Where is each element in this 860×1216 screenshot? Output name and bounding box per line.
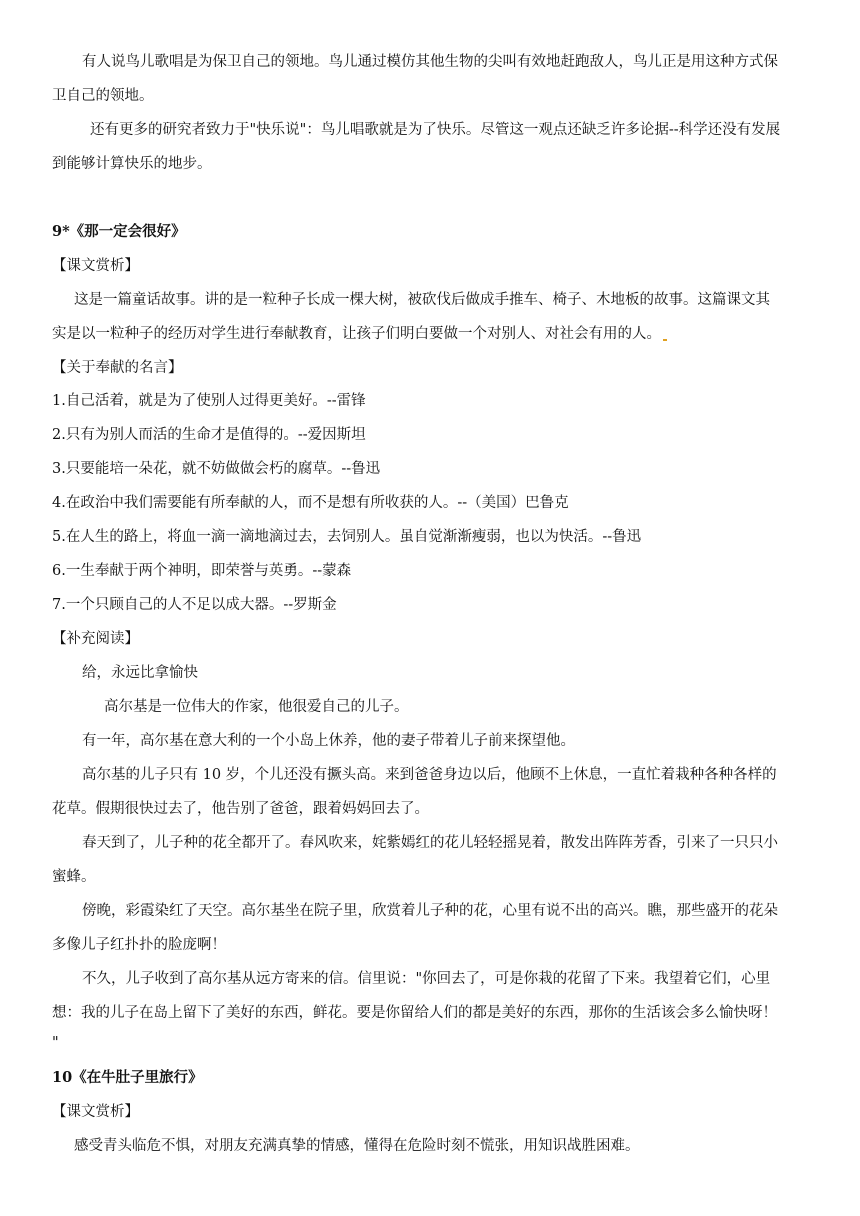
- quote-item: 3.只要能培一朵花，就不妨做做会朽的腐草。--鲁迅: [52, 461, 381, 477]
- paragraph-line: 卫自己的领地。: [52, 88, 154, 104]
- reading-line: 高尔基是一位伟大的作家，他很爱自己的儿子。: [104, 699, 409, 715]
- section-heading: 【关于奉献的名言】: [52, 360, 183, 376]
- paragraph-line: 到能够计算快乐的地步。: [52, 156, 212, 172]
- lesson-9-title: 9*《那一定会很好》: [52, 223, 186, 240]
- section-heading: 【补充阅读】: [52, 631, 139, 647]
- reading-line: 不久，儿子收到了高尔基从远方寄来的信。信里说："你回去了，可是你栽的花留了下来。我望着它们，心里: [82, 971, 771, 987]
- paragraph-line: 这是一篇童话故事。讲的是一粒种子长成一棵大树，被砍伐后做成手推车、椅子、木地板的故事。这篇课文其: [74, 292, 770, 308]
- paragraph-line: 实是以一粒种子的经历对学生进行奉献教育，让孩子们明白要做一个对别人、对社会有用的人。: [52, 324, 812, 344]
- reading-line: 蜜蜂。: [52, 869, 96, 885]
- quote-item: 2.只有为别人而活的生命才是值得的。--爱因斯坦: [52, 427, 366, 443]
- lesson-10-title: 10《在牛肚子里旅行》: [52, 1069, 203, 1086]
- paragraph-line: 还有更多的研究者致力于"快乐说"：鸟儿唱歌就是为了快乐。尽管这一观点还缺乏许多论据--科学还没有发展: [90, 122, 781, 138]
- reading-line: 高尔基的儿子只有 10 岁，个儿还没有撅头高。来到爸爸身边以后，他顾不上休息，一直忙着栽种各种各样的: [82, 767, 777, 783]
- reading-line: 有一年，高尔基在意大利的一个小岛上休养，他的妻子带着儿子前来探望他。: [82, 733, 575, 749]
- reading-title: 给，永远比拿愉快: [82, 665, 198, 681]
- quote-item: 1.自己活着，就是为了使别人过得更美好。--雷锋: [52, 393, 366, 409]
- reading-line: 多像儿子红扑扑的脸庞啊！: [52, 937, 226, 953]
- reading-line: ": [52, 1035, 59, 1051]
- quote-item: 6.一生奉献于两个神明，即荣誉与英勇。--蒙森: [52, 563, 352, 579]
- reading-line: 傍晚，彩霞染红了天空。高尔基坐在院子里，欣赏着儿子种的花，心里有说不出的高兴。瞧，那些盛开的花朵: [82, 903, 778, 919]
- reading-line: 花草。假期很快过去了，他告别了爸爸，跟着妈妈回去了。: [52, 801, 429, 817]
- paragraph-line: 有人说鸟儿歌唱是为保卫自己的领地。鸟儿通过模仿其他生物的尖叫有效地赶跑敌人，鸟儿正是用这种方式保: [82, 54, 778, 70]
- reading-line: 想：我的儿子在岛上留下了美好的东西，鲜花。要是你留给人们的都是美好的东西，那你的生活该会多么愉快呀！: [52, 1005, 777, 1021]
- section-heading: 【课文赏析】: [52, 258, 139, 274]
- quote-item: 7.一个只顾自己的人不足以成大器。--罗斯金: [52, 597, 337, 613]
- quote-item: 5.在人生的路上，将血一滴一滴地滴过去，去饲别人。虽自觉渐渐瘦弱，也以为快活。--鲁迅: [52, 529, 642, 545]
- quote-item: 4.在政治中我们需要能有所奉献的人，而不是想有所收获的人。--（美国）巴鲁克: [52, 495, 569, 511]
- edit-mark: [663, 339, 667, 341]
- section-heading: 【课文赏析】: [52, 1104, 139, 1120]
- paragraph-line: 感受青头临危不惧，对朋友充满真挚的情感，懂得在危险时刻不慌张，用知识战胜困难。: [74, 1138, 640, 1154]
- reading-line: 春天到了，儿子种的花全都开了。春风吹来，姹紫嫣红的花儿轻轻摇晃着，散发出阵阵芳香，引来了一只只小: [82, 835, 778, 851]
